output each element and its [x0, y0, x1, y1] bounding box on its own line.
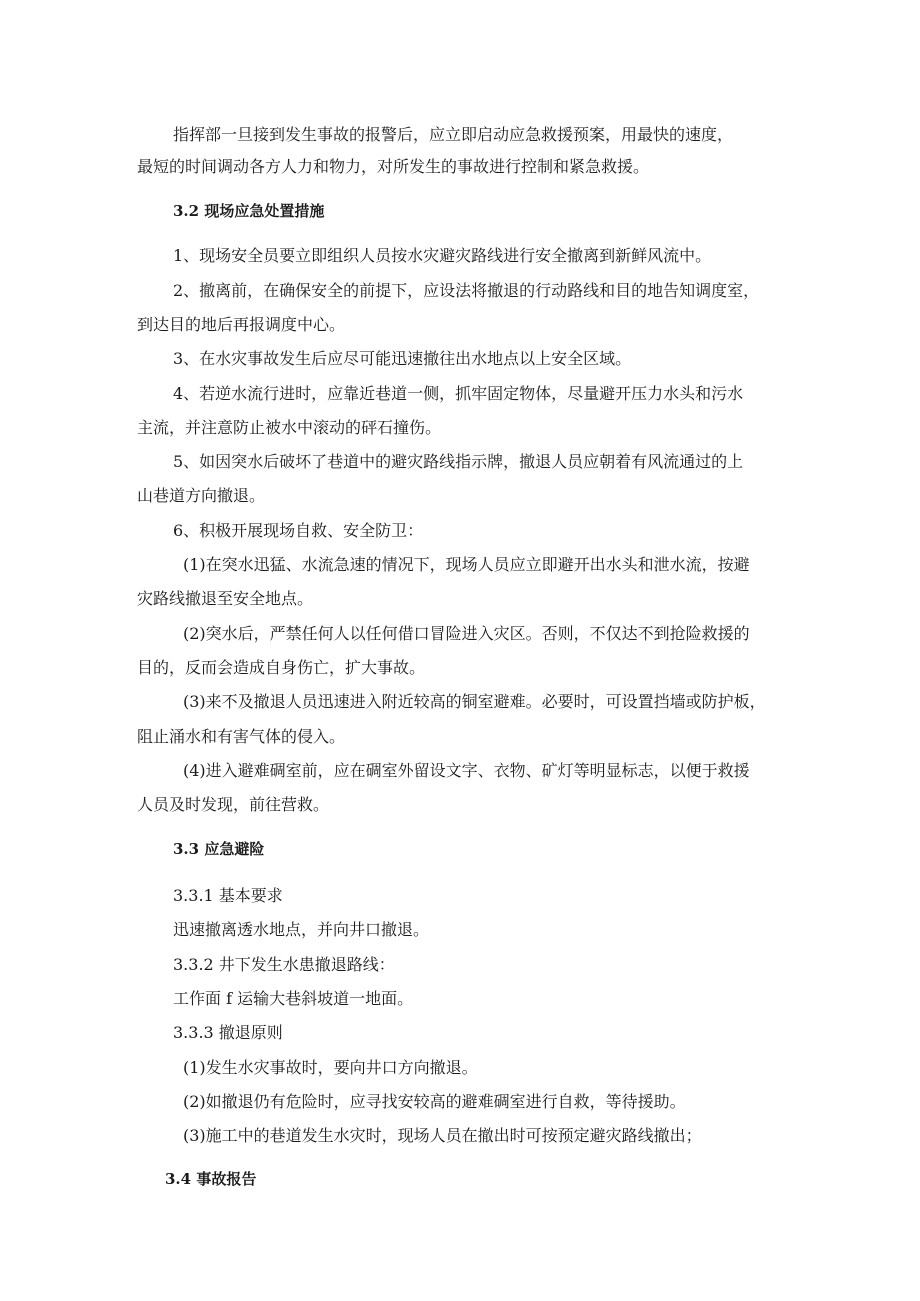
item-5-line-2: 山巷道方向撤退。	[137, 486, 266, 505]
subsection-3-3-1: 3.3.1 基本要求	[173, 886, 283, 905]
sub-item-4-line-2: 人员及时发现，前往营救。	[137, 795, 330, 814]
sub-item-2-line-1: (2)突水后，严禁任何人以任何借口冒险进入灾区。否则，不仅达不到抢险救援的	[183, 624, 750, 643]
sub-item-3-line-1: (3)来不及撤退人员迅速进入附近较高的铜室避难。必要时，可设置挡墙或防护板，	[183, 692, 766, 711]
intro-line-2: 最短的时间调动各方人力和物力，对所发生的事故进行控制和紧急救援。	[137, 157, 650, 176]
section-3-3-heading: 3.3 应急避险	[173, 840, 265, 858]
subsection-3-3-2-text: 工作面 f 运输大巷斜坡道一地面。	[173, 989, 414, 1008]
sub-item-1-line-2: 灾路线撤退至安全地点。	[137, 589, 314, 608]
sub-item-1-line-1: (1)在突水迅猛、水流急速的情况下，现场人员应立即避开出水头和泄水流，按避	[183, 555, 750, 574]
item-2-line-2: 到达目的地后再报调度中心。	[137, 315, 346, 334]
subsection-3-3-2: 3.3.2 井下发生水患撤退路线：	[173, 955, 395, 974]
principle-2: (2)如撤退仍有危险时，应寻找安较高的避难碉室进行自救，等待援助。	[183, 1092, 686, 1111]
item-4-line-1: 4、若逆水流行进时，应靠近巷道一侧，抓牢固定物体，尽量避开压力水头和污水	[173, 384, 744, 403]
item-4-line-2: 主流，并注意防止被水中滚动的砰石撞伤。	[137, 418, 442, 437]
section-3-2-heading: 3.2 现场应急处置措施	[173, 202, 325, 220]
item-1: 1、现场安全员要立即组织人员按水灾避灾路线进行安全撤离到新鲜风流中。	[173, 246, 712, 265]
item-3: 3、在水灾事故发生后应尽可能迅速撤往出水地点以上安全区域。	[173, 349, 632, 368]
principle-3: (3)施工中的巷道发生水灾时，现场人员在撤出时可按预定避灾路线撤出；	[183, 1126, 702, 1145]
section-3-4-heading: 3.4 事故报告	[165, 1170, 257, 1188]
principle-1: (1)发生水灾事故时，要向井口方向撤退。	[183, 1058, 478, 1077]
intro-line-1: 指挥部一旦接到发生事故的报警后，应立即启动应急救援预案，用最快的速度，	[173, 125, 734, 144]
subsection-3-3-1-text: 迅速撤离透水地点，并向井口撤退。	[173, 920, 430, 939]
subsection-3-3-3: 3.3.3 撤退原则	[173, 1023, 283, 1042]
item-2-line-1: 2、撤离前，在确保安全的前提下，应设法将撤退的行动路线和目的地告知调度室，	[173, 281, 760, 300]
sub-item-2-line-2: 目的，反而会造成自身伤亡，扩大事故。	[137, 658, 426, 677]
sub-item-4-line-1: (4)进入避难碉室前，应在碉室外留设文字、衣物、矿灯等明显标志，以便于救援	[183, 761, 750, 780]
sub-item-3-line-2: 阻止涌水和有害气体的侵入。	[137, 727, 346, 746]
item-6: 6、积极开展现场自救、安全防卫：	[173, 521, 424, 540]
item-5-line-1: 5、如因突水后破坏了巷道中的避灾路线指示牌，撤退人员应朝着有风流通过的上	[173, 452, 744, 471]
